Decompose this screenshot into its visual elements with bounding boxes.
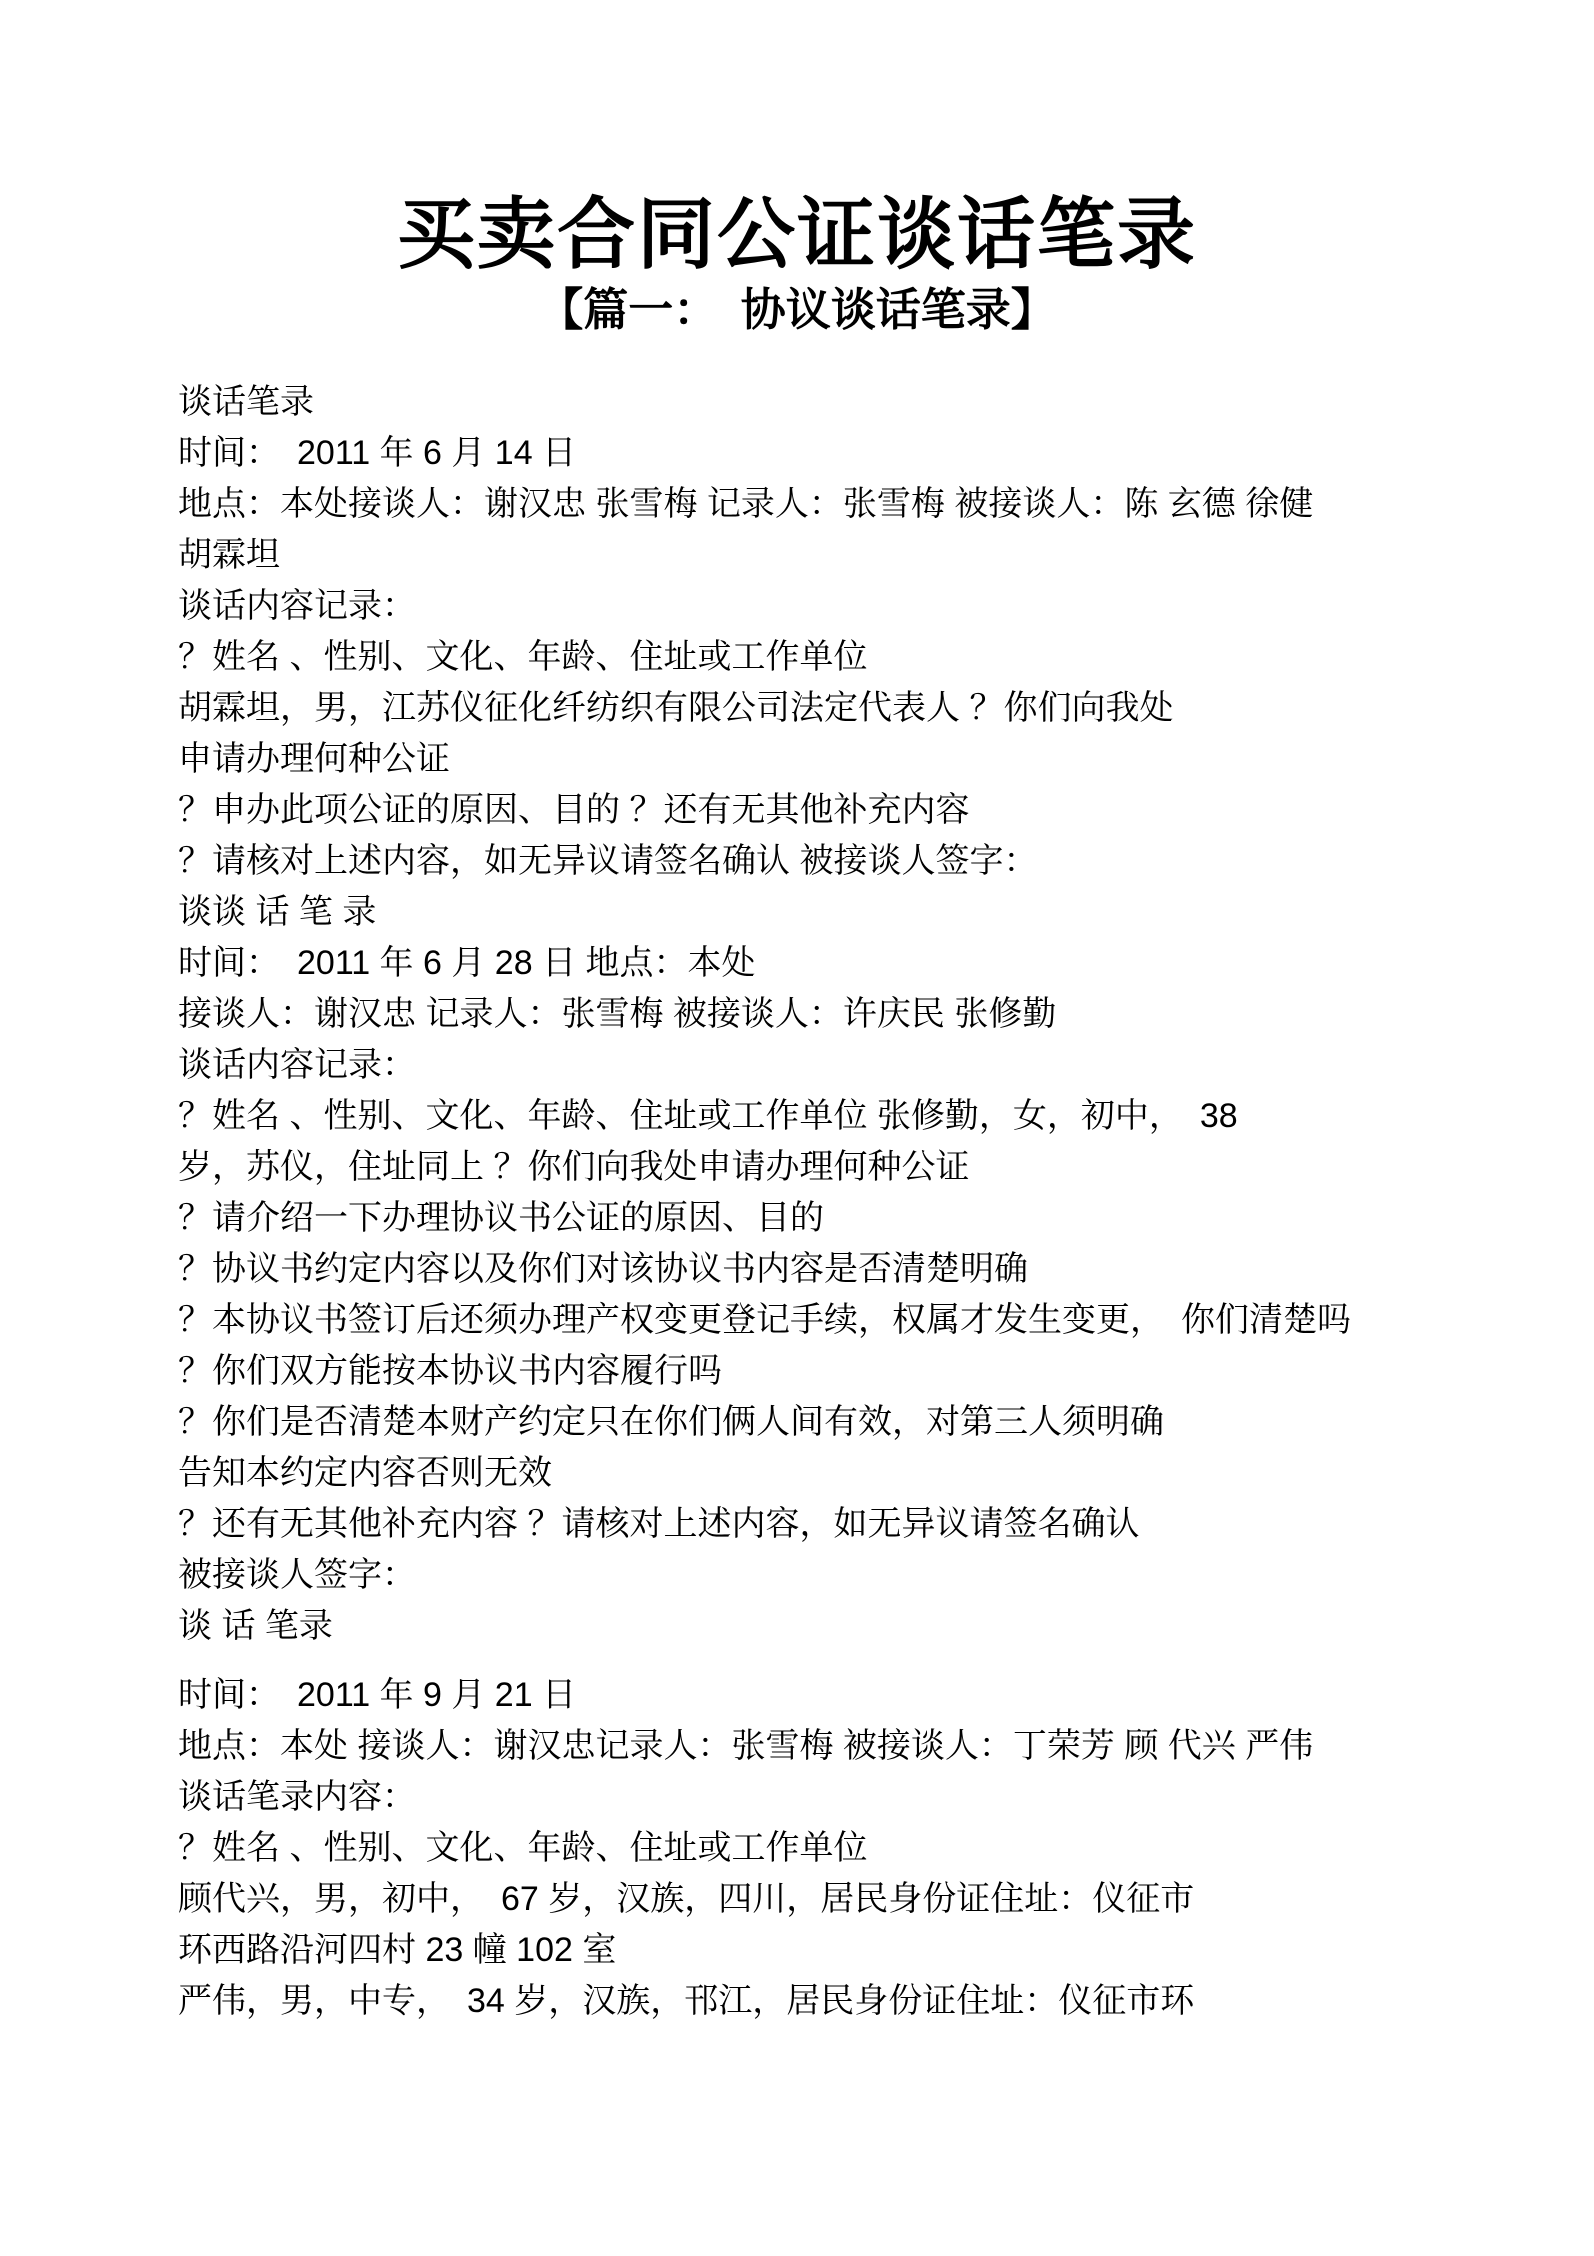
document-body	[178, 377, 1538, 2027]
text-line: 谈谈 话 笔 录	[178, 893, 377, 931]
text-line: ？姓名 、性别、文化、年龄、住址或工作单位	[178, 638, 868, 676]
text-line: 胡霖坦	[178, 536, 280, 574]
text-line: 地点：本处 接谈人：谢汉忠记录人：张雪梅 被接谈人：丁荣芳 顾 代兴 严伟	[178, 1727, 1314, 1765]
text-line: 时间： 2011 年 6 月 28 日 地点：本处	[178, 944, 756, 982]
document-title: 买卖合同公证谈话笔录	[396, 190, 1197, 278]
text-line: 时间： 2011 年 6 月 14 日	[178, 434, 577, 472]
document-subtitle: 【篇一： 协议谈话笔录】	[538, 284, 1056, 335]
text-line: ？姓名 、性别、文化、年龄、住址或工作单位 张修勤，女，初中， 38	[178, 1097, 1238, 1135]
text-line: ？还有无其他补充内容 ？请核对上述内容，如无异议请签名确认	[178, 1505, 1140, 1543]
text-line: 告知本约定内容否则无效	[178, 1454, 552, 1492]
text-line: 被接谈人签字：	[178, 1556, 416, 1594]
text-line: 时间： 2011 年 9 月 21 日	[178, 1676, 577, 1714]
text-line: 谈话内容记录：	[178, 1046, 416, 1084]
document-section	[178, 377, 1538, 1652]
text-line: ？你们是否清楚本财产约定只在你们俩人间有效，对第三人须明确	[178, 1403, 1164, 1441]
text-line: ？申办此项公证的原因、目的 ？还有无其他补充内容	[178, 791, 970, 829]
text-line: ？协议书约定内容以及你们对该协议书内容是否清楚明确	[178, 1250, 1028, 1288]
text-line: 谈话笔录内容：	[178, 1778, 416, 1816]
document-section	[178, 1670, 1538, 2027]
text-line: ？姓名 、性别、文化、年龄、住址或工作单位	[178, 1829, 868, 1867]
text-line: 严伟，男，中专， 34 岁，汉族，邗江，居民身份证住址：仪征市环	[178, 1982, 1195, 2020]
text-line: ？请介绍一下办理协议书公证的原因、目的	[178, 1199, 824, 1237]
text-line: 环西路沿河四村 23 幢 102 室	[178, 1931, 617, 1969]
text-line: ？本协议书签订后还须办理产权变更登记手续，权属才发生变更， 你们清楚吗	[178, 1301, 1351, 1339]
text-line: 申请办理何种公证	[178, 740, 450, 778]
text-line: 接谈人：谢汉忠 记录人：张雪梅 被接谈人：许庆民 张修勤	[178, 995, 1057, 1033]
text-line: 谈话内容记录：	[178, 587, 416, 625]
text-line: 地点：本处接谈人：谢汉忠 张雪梅 记录人：张雪梅 被接谈人：陈 玄德 徐健	[178, 485, 1314, 523]
text-line: 谈 话 笔录	[178, 1607, 333, 1645]
text-line: 岁，苏仪，住址同上 ？你们向我处申请办理何种公证	[178, 1148, 970, 1186]
text-line: ？请核对上述内容，如无异议请签名确认 被接谈人签字：	[178, 842, 1038, 880]
text-line: 胡霖坦，男，江苏仪征化纤纺织有限公司法定代表人 ？你们向我处	[178, 689, 1174, 727]
text-line: ？你们双方能按本协议书内容履行吗	[178, 1352, 722, 1390]
text-line: 顾代兴，男，初中， 67 岁，汉族，四川，居民身份证住址：仪征市	[178, 1880, 1195, 1918]
text-line: 谈话笔录	[178, 383, 314, 421]
